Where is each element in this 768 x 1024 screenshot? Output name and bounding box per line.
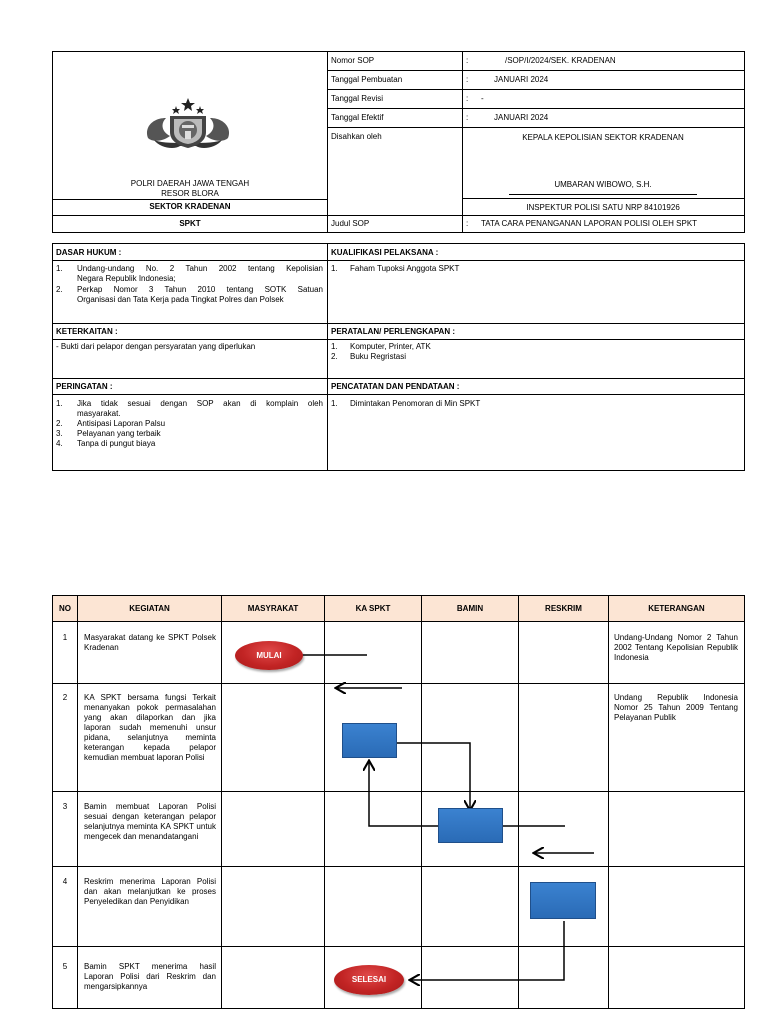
dasar-hukum-item-1: Undang-undang No. 2 Tahun 2002 tentang Kepolisian (77, 264, 323, 273)
flow-connectors (53, 596, 744, 1008)
ka-spkt-process-box (342, 723, 397, 758)
tanggal-pembuatan-value: JANUARI 2024 (494, 75, 549, 84)
col-header-bamin: BAMIN (456, 604, 484, 613)
colon: : (466, 94, 469, 103)
dasar-hukum-item-1-cont: Negara Republik Indonesia; (77, 274, 176, 283)
colon: : (466, 219, 469, 228)
approved-title: KEPALA KEPOLISIAN SEKTOR KRADENAN (522, 133, 684, 142)
tanggal-revisi-label: Tanggal Revisi (331, 94, 384, 103)
tanggal-pembuatan-label: Tanggal Pembuatan (331, 75, 403, 84)
row-1-keterangan: Undang-Undang Nomor 2 Tahun 2002 Tentang Kepolisian Republik Indonesia (614, 633, 738, 662)
kualifikasi-title: KUALIFIKASI PELAKSANA : (331, 248, 439, 257)
sop-header-table (52, 51, 745, 233)
judul-sop-label: Judul SOP (331, 219, 370, 228)
list-number: 1. (331, 264, 338, 273)
pencatatan-item-1: Dimintakan Penomoran di Min SPKT (350, 399, 481, 408)
peringatan-item-2: Antisipasi Laporan Palsu (77, 419, 166, 428)
row-2-no: 2 (62, 693, 68, 702)
start-oval: MULAI (235, 641, 303, 670)
col-header-keterangan: KETERANGAN (648, 604, 705, 613)
peringatan-item-4: Tanpa di pungut biaya (77, 439, 156, 448)
end-oval: SELESAI (334, 965, 404, 995)
col-header-ka-spkt: KA SPKT (355, 604, 391, 613)
list-number: 3. (56, 429, 63, 438)
row-2-kegiatan: KA SPKT bersama fungsi Terkait menanyakan pokok permasalahan yang akan dilaporkan dan jika laporan sudah memenuhi unsur pidana, selanjutnya meminta keterangan kepada pelapor kemudian membuat laporan Polisi (84, 693, 216, 762)
polri-emblem-icon (140, 96, 236, 154)
keterkaitan-text: - Bukti dari pelapor dengan persyaratan yang diperlukan (56, 342, 256, 351)
connector-ka-to-bamin (397, 743, 470, 809)
list-number: 1. (56, 264, 63, 273)
peralatan-title: PERATALAN/ PERLENGKAPAN : (331, 327, 455, 336)
row-2-keterangan: Undang Republik Indonesia Nomor 25 Tahun 2009 Tentang Pelayanan Publik (614, 693, 738, 722)
sop-info-table (52, 243, 745, 471)
sector-name: SEKTOR KRADENAN (149, 202, 231, 211)
row-3-no: 3 (62, 802, 68, 811)
list-number: 2. (331, 352, 338, 361)
colon: : (466, 75, 469, 84)
bamin-process-box (438, 808, 503, 843)
list-number: 2. (56, 285, 63, 294)
row-3-kegiatan: Bamin membuat Laporan Polisi sesuai dengan keterangan pelapor selanjutnya meminta KA SPKT untuk mengecek dan menandatangani (84, 802, 216, 841)
dasar-hukum-item-2: Perkap Nomor 3 Tahun 2010 tentang SOTK Satuan (77, 285, 323, 294)
peringatan-item-3: Pelayanan yang terbaik (77, 429, 161, 438)
list-number: 1. (56, 399, 63, 408)
row-1-kegiatan: Masyarakat datang ke SPKT Polsek Kradenan (84, 633, 216, 652)
keterkaitan-title: KETERKAITAN : (56, 327, 118, 336)
tanggal-efektif-label: Tanggal Efektif (331, 113, 384, 122)
flowchart-table (52, 595, 745, 1009)
col-header-masyrakat: MASYRAKAT (247, 604, 299, 613)
org-line-2: RESOR BLORA (161, 189, 219, 198)
pencatatan-title: PENCATATAN DAN PENDATAAN : (331, 382, 460, 391)
connector-bamin-to-ka (369, 762, 438, 826)
peralatan-item-2: Buku Regristasi (350, 352, 407, 361)
peringatan-title: PERINGATAN : (56, 382, 113, 391)
tanggal-efektif-value: JANUARI 2024 (494, 113, 549, 122)
list-number: 1. (331, 399, 338, 408)
peralatan-item-1: Komputer, Printer, ATK (350, 342, 431, 351)
col-header-reskrim: RESKRIM (545, 604, 582, 613)
tanggal-revisi-value: - (481, 94, 484, 103)
col-header-no: NO (59, 604, 71, 613)
dasar-hukum-title: DASAR HUKUM : (56, 248, 122, 257)
row-5-kegiatan: Bamin SPKT menerima hasil Laporan Polisi dari Reskrim dan mengarsipkannya (84, 962, 216, 991)
nomor-sop-label: Nomor SOP (331, 56, 375, 65)
reskrim-process-box (530, 882, 596, 919)
unit-name: SPKT (179, 219, 201, 228)
nomor-sop-value: /SOP/I/2024/SEK. KRADENAN (505, 56, 616, 65)
row-4-no: 4 (62, 877, 68, 886)
col-header-kegiatan: KEGIATAN (129, 604, 170, 613)
colon: : (466, 113, 469, 122)
connector-reskrim-to-selesai (411, 921, 564, 980)
dasar-hukum-item-2-cont: Organisasi dan Tata Kerja pada Tingkat Polres dan Polsek (77, 295, 284, 304)
list-number: 2. (56, 419, 63, 428)
approved-rank: INSPEKTUR POLISI SATU NRP 84101926 (526, 203, 680, 212)
row-5-no: 5 (62, 962, 68, 971)
judul-sop-value: TATA CARA PENANGANAN LAPORAN POLISI OLEH SPKT (481, 219, 698, 228)
kualifikasi-item-1: Faham Tupoksi Anggota SPKT (350, 264, 460, 273)
disahkan-label: Disahkan oleh (331, 132, 382, 141)
colon: : (466, 56, 469, 65)
approved-name: UMBARAN WIBOWO, S.H. (554, 180, 652, 189)
list-number: 4. (56, 439, 63, 448)
list-number: 1. (331, 342, 338, 351)
peringatan-item-1: Jika tidak sesuai dengan SOP akan di komplain oleh (77, 399, 323, 408)
peringatan-item-1-cont: masyarakat. (77, 409, 121, 418)
row-4-kegiatan: Reskrim menerima Laporan Polisi dan akan melanjutkan ke proses Penyeledikan dan Penyidikan (84, 877, 216, 906)
row-1-no: 1 (62, 633, 68, 642)
org-line-1: POLRI DAERAH JAWA TENGAH (130, 179, 250, 188)
